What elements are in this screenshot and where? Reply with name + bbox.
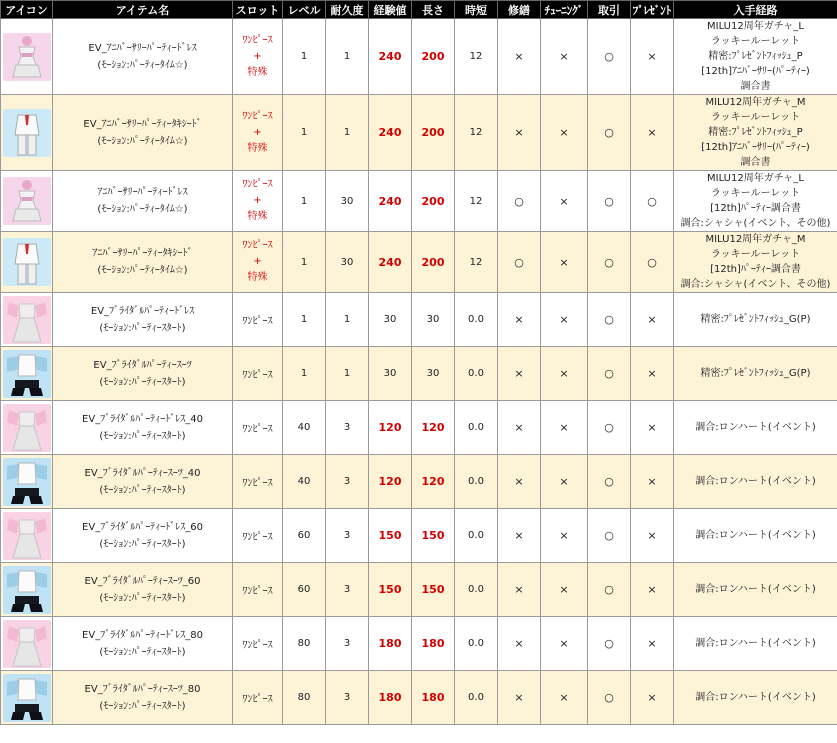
table-row — [1, 671, 837, 725]
bridal-suit-icon — [3, 350, 51, 398]
route-cell — [674, 563, 837, 617]
shorten-cell: 0.0 — [455, 401, 498, 455]
slot-cell — [233, 671, 283, 725]
icon-cell — [1, 95, 53, 171]
table-row — [1, 563, 837, 617]
length-cell — [412, 347, 455, 401]
repair-cell: × — [498, 95, 541, 171]
item-name-cell — [53, 95, 233, 171]
route-line: 調合:シャシャ(イベント、その他) — [680, 279, 831, 290]
icon-cell — [1, 617, 53, 671]
present-cell: × — [631, 293, 674, 347]
icon-cell — [1, 509, 53, 563]
exp-cell — [369, 95, 412, 171]
level-cell: 80 — [283, 617, 326, 671]
exp-value: 240 — [378, 126, 402, 139]
header-repair: 修繕 — [498, 1, 541, 19]
route-cell — [674, 19, 837, 95]
trade-cell: ○ — [588, 401, 631, 455]
table-row — [1, 171, 837, 232]
trade-cell: ○ — [588, 563, 631, 617]
table-row — [1, 347, 837, 401]
route-line: [12th]ｱﾆﾊﾞｰｻﾘｰ(ﾊﾟｰﾃｨｰ) — [701, 142, 810, 153]
route-line: MILU12周年ガチャ_M — [705, 234, 806, 245]
level-cell: 40 — [283, 401, 326, 455]
item-name: EV_ﾌﾞﾗｲﾀﾞﾙﾊﾟｰﾃｨｰｽｰﾂ_60 — [84, 575, 201, 587]
length-cell — [412, 401, 455, 455]
length-cell — [412, 171, 455, 232]
slot-cell — [233, 232, 283, 293]
route-line: 調合:ロンハート(イベント) — [695, 692, 816, 703]
trade-cell: ○ — [588, 19, 631, 95]
trade-cell: ○ — [588, 95, 631, 171]
route-line: ラッキールーレット — [710, 188, 801, 199]
header-row — [1, 1, 837, 19]
icon-cell — [1, 232, 53, 293]
tuning-cell: × — [541, 232, 588, 293]
route-line: 調合:シャシャ(イベント、その他) — [680, 218, 831, 229]
durability-cell: 3 — [326, 671, 369, 725]
level-cell: 1 — [283, 232, 326, 293]
item-name: EV_ﾌﾞﾗｲﾀﾞﾙﾊﾟｰﾃｨｰﾄﾞﾚｽ_40 — [82, 413, 203, 425]
item-name: ｱﾆﾊﾞｰｻﾘｰﾊﾟｰﾃｨｰﾄﾞﾚｽ — [97, 187, 188, 198]
trade-cell: ○ — [588, 232, 631, 293]
level-cell: 1 — [283, 293, 326, 347]
item-motion: (ﾓｰｼｮﾝ:ﾊﾟｰﾃｨｰｽﾀｰﾄ) — [99, 538, 186, 550]
route-line: 精密:ﾌﾟﾚｾﾞﾝﾄﾌｨｯｼｭ_G(P) — [700, 368, 811, 379]
item-name-cell — [53, 455, 233, 509]
item-name-cell — [53, 347, 233, 401]
length-value: 180 — [421, 637, 445, 650]
route-line: 調合:ロンハート(イベント) — [695, 584, 816, 595]
slot-value: ﾜﾝﾋﾟｰｽ — [242, 640, 273, 651]
slot-value: ﾜﾝﾋﾟｰｽ — [242, 532, 273, 543]
present-cell: × — [631, 19, 674, 95]
item-name: EV_ｱﾆﾊﾞｰｻﾘｰﾊﾟｰﾃｨｰﾀｷｼｰﾄﾞ — [83, 118, 202, 130]
exp-value: 120 — [378, 475, 402, 488]
header-tuning: ﾁｭｰﾆﾝｸﾞ — [541, 1, 588, 19]
length-value: 200 — [421, 126, 445, 139]
present-cell: × — [631, 617, 674, 671]
route-cell — [674, 95, 837, 171]
table-row — [1, 401, 837, 455]
route-cell — [674, 347, 837, 401]
durability-cell: 3 — [326, 455, 369, 509]
slot-plus: + — [253, 195, 262, 206]
tuning-cell: × — [541, 401, 588, 455]
trade-cell: ○ — [588, 171, 631, 232]
trade-cell: ○ — [588, 455, 631, 509]
shorten-cell: 0.0 — [455, 293, 498, 347]
route-cell — [674, 171, 837, 232]
route-line: 精密:ﾌﾟﾚｾﾞﾝﾄﾌｨｯｼｭ_P — [708, 127, 803, 138]
slot-value: ﾜﾝﾋﾟｰｽ — [242, 478, 273, 489]
exp-value: 30 — [383, 314, 397, 325]
slot-value: ﾜﾝﾋﾟｰｽ — [242, 694, 273, 705]
length-value: 200 — [421, 194, 445, 208]
item-name-cell — [53, 401, 233, 455]
item-name: EV_ﾌﾞﾗｲﾀﾞﾙﾊﾟｰﾃｨｰﾄﾞﾚｽ_60 — [82, 521, 203, 533]
route-cell — [674, 671, 837, 725]
header-slot: スロット — [233, 1, 283, 19]
exp-cell — [369, 671, 412, 725]
header-length: 長さ — [412, 1, 455, 19]
header-icon: アイコン — [1, 1, 53, 19]
icon-cell — [1, 347, 53, 401]
shorten-cell: 12 — [455, 95, 498, 171]
length-cell — [412, 563, 455, 617]
durability-cell: 30 — [326, 232, 369, 293]
route-line: 調合:ロンハート(イベント) — [695, 530, 816, 541]
tuxedo-white-icon — [3, 109, 51, 157]
level-cell: 60 — [283, 563, 326, 617]
item-name-cell — [53, 617, 233, 671]
slot-cell — [233, 509, 283, 563]
icon-cell — [1, 171, 53, 232]
icon-cell — [1, 19, 53, 95]
present-cell: × — [631, 563, 674, 617]
slot-value: ﾜﾝﾋﾟｰｽ — [242, 240, 273, 251]
durability-cell: 3 — [326, 563, 369, 617]
header-exp: 経験値 — [369, 1, 412, 19]
route-cell — [674, 509, 837, 563]
durability-cell: 1 — [326, 293, 369, 347]
length-cell — [412, 19, 455, 95]
icon-cell — [1, 671, 53, 725]
repair-cell: × — [498, 509, 541, 563]
slot-special: 特殊 — [247, 272, 268, 283]
slot-value: ﾜﾝﾋﾟｰｽ — [242, 370, 273, 381]
tuning-cell: × — [541, 347, 588, 401]
slot-special: 特殊 — [247, 66, 268, 78]
slot-special: 特殊 — [247, 211, 268, 222]
repair-cell: × — [498, 293, 541, 347]
level-cell: 40 — [283, 455, 326, 509]
repair-cell: × — [498, 347, 541, 401]
header-route: 入手経路 — [674, 1, 837, 19]
exp-value: 150 — [378, 583, 402, 596]
header-trade: 取引 — [588, 1, 631, 19]
length-cell — [412, 509, 455, 563]
repair-cell: × — [498, 455, 541, 509]
length-value: 30 — [426, 368, 440, 379]
exp-value: 180 — [378, 637, 402, 650]
item-motion: (ﾓｰｼｮﾝ:ﾊﾟｰﾃｨｰｽﾀｰﾄ) — [99, 700, 186, 712]
length-cell — [412, 232, 455, 293]
route-line: 調合:ロンハート(イベント) — [695, 476, 816, 487]
table-row — [1, 95, 837, 171]
tuning-cell: × — [541, 293, 588, 347]
level-cell: 1 — [283, 171, 326, 232]
repair-cell: ○ — [498, 171, 541, 232]
exp-value: 240 — [378, 255, 402, 269]
durability-cell: 3 — [326, 401, 369, 455]
level-cell: 1 — [283, 95, 326, 171]
item-name-cell — [53, 293, 233, 347]
route-line: 調合書 — [740, 81, 771, 92]
item-name: EV_ｱﾆﾊﾞｰｻﾘｰﾊﾟｰﾃｨｰﾄﾞﾚｽ — [88, 42, 197, 54]
durability-cell: 1 — [326, 347, 369, 401]
header-present: ﾌﾟﾚｾﾞﾝﾄ — [631, 1, 674, 19]
present-cell: × — [631, 455, 674, 509]
slot-cell — [233, 401, 283, 455]
item-name: EV_ﾌﾞﾗｲﾀﾞﾙﾊﾟｰﾃｨｰｽｰﾂ — [93, 359, 192, 371]
exp-cell — [369, 232, 412, 293]
bridal-dress-icon — [3, 512, 51, 560]
table-row — [1, 232, 837, 293]
table-row — [1, 19, 837, 95]
shorten-cell: 0.0 — [455, 347, 498, 401]
shorten-cell: 0.0 — [455, 509, 498, 563]
item-motion: (ﾓｰｼｮﾝ:ﾊﾟｰﾃｨｰｽﾀｰﾄ) — [99, 484, 186, 496]
route-line: 調合書 — [740, 157, 771, 168]
item-name-cell — [53, 671, 233, 725]
bridal-suit-icon — [3, 566, 51, 614]
shorten-cell: 12 — [455, 232, 498, 293]
bridal-dress-icon — [3, 404, 51, 452]
item-name: EV_ﾌﾞﾗｲﾀﾞﾙﾊﾟｰﾃｨｰｽｰﾂ_40 — [84, 467, 201, 479]
slot-cell — [233, 95, 283, 171]
route-line: 精密:ﾌﾟﾚｾﾞﾝﾄﾌｨｯｼｭ_P — [708, 51, 803, 62]
length-value: 180 — [421, 691, 445, 704]
icon-cell — [1, 401, 53, 455]
shorten-cell: 12 — [455, 19, 498, 95]
icon-cell — [1, 455, 53, 509]
item-motion: (ﾓｰｼｮﾝ:ﾊﾟｰﾃｨｰｽﾀｰﾄ) — [99, 322, 186, 334]
level-cell: 1 — [283, 19, 326, 95]
repair-cell: × — [498, 671, 541, 725]
item-motion: (ﾓｰｼｮﾝ:ﾊﾟｰﾃｨｰｽﾀｰﾄ) — [99, 646, 186, 658]
slot-plus: + — [253, 126, 262, 138]
slot-value: ﾜﾝﾋﾟｰｽ — [242, 110, 273, 122]
tuning-cell: × — [541, 617, 588, 671]
exp-value: 240 — [378, 50, 402, 63]
tuning-cell: × — [541, 509, 588, 563]
shorten-cell: 0.0 — [455, 563, 498, 617]
length-value: 150 — [421, 529, 445, 542]
table-row — [1, 509, 837, 563]
trade-cell: ○ — [588, 347, 631, 401]
item-name-cell — [53, 563, 233, 617]
tuning-cell: × — [541, 455, 588, 509]
present-cell: ○ — [631, 232, 674, 293]
shorten-cell: 0.0 — [455, 455, 498, 509]
header-level: レベル — [283, 1, 326, 19]
length-cell — [412, 293, 455, 347]
present-cell: ○ — [631, 171, 674, 232]
level-cell: 60 — [283, 509, 326, 563]
repair-cell: × — [498, 563, 541, 617]
length-cell — [412, 455, 455, 509]
item-motion: (ﾓｰｼｮﾝ:ﾊﾟｰﾃｨｰﾀｲﾑ☆) — [97, 135, 188, 147]
present-cell: × — [631, 95, 674, 171]
bridal-suit-icon — [3, 458, 51, 506]
route-line: ラッキールーレット — [710, 36, 801, 47]
tuning-cell: × — [541, 19, 588, 95]
shorten-cell: 12 — [455, 171, 498, 232]
slot-value: ﾜﾝﾋﾟｰｽ — [242, 316, 273, 327]
item-name: EV_ﾌﾞﾗｲﾀﾞﾙﾊﾟｰﾃｨｰﾄﾞﾚｽ_80 — [82, 629, 203, 641]
exp-value: 30 — [383, 368, 397, 379]
length-cell — [412, 95, 455, 171]
slot-cell — [233, 563, 283, 617]
level-cell: 80 — [283, 671, 326, 725]
tuning-cell: × — [541, 563, 588, 617]
slot-value: ﾜﾝﾋﾟｰｽ — [242, 586, 273, 597]
exp-cell — [369, 347, 412, 401]
length-value: 200 — [421, 255, 445, 269]
route-line: MILU12周年ガチャ_L — [707, 173, 804, 184]
slot-plus: + — [253, 256, 262, 267]
route-line: [12th]ﾊﾟｰﾃｨｰ調合書 — [710, 203, 801, 214]
icon-cell — [1, 293, 53, 347]
route-cell — [674, 293, 837, 347]
length-value: 120 — [421, 421, 445, 434]
exp-value: 150 — [378, 529, 402, 542]
route-line: ラッキールーレット — [710, 112, 801, 123]
header-item-name: アイテム名 — [53, 1, 233, 19]
present-cell: × — [631, 347, 674, 401]
table-row — [1, 617, 837, 671]
slot-plus: + — [253, 50, 262, 62]
tuning-cell: × — [541, 95, 588, 171]
bridal-dress-icon — [3, 620, 51, 668]
durability-cell: 1 — [326, 19, 369, 95]
route-line: [12th]ﾊﾟｰﾃｨｰ調合書 — [710, 264, 801, 275]
route-cell — [674, 232, 837, 293]
exp-cell — [369, 293, 412, 347]
trade-cell: ○ — [588, 617, 631, 671]
route-line: 調合:ロンハート(イベント) — [695, 422, 816, 433]
repair-cell: × — [498, 401, 541, 455]
exp-cell — [369, 19, 412, 95]
route-cell — [674, 617, 837, 671]
exp-value: 240 — [378, 194, 402, 208]
slot-cell — [233, 19, 283, 95]
route-cell — [674, 455, 837, 509]
slot-value: ﾜﾝﾋﾟｰｽ — [242, 424, 273, 435]
item-name-cell — [53, 232, 233, 293]
item-name-cell — [53, 19, 233, 95]
item-motion: (ﾓｰｼｮﾝ:ﾊﾟｰﾃｨｰﾀｲﾑ☆) — [97, 204, 188, 215]
item-motion: (ﾓｰｼｮﾝ:ﾊﾟｰﾃｨｰｽﾀｰﾄ) — [99, 430, 186, 442]
slot-special: 特殊 — [247, 142, 268, 154]
length-value: 120 — [421, 475, 445, 488]
durability-cell: 1 — [326, 95, 369, 171]
slot-value: ﾜﾝﾋﾟｰｽ — [242, 34, 273, 46]
item-name: ｱﾆﾊﾞｰｻﾘｰﾊﾟｰﾃｨｰﾀｷｼｰﾄﾞ — [92, 248, 193, 259]
length-value: 30 — [426, 314, 440, 325]
shorten-cell: 0.0 — [455, 617, 498, 671]
icon-cell — [1, 563, 53, 617]
route-cell — [674, 401, 837, 455]
repair-cell: ○ — [498, 232, 541, 293]
route-line: [12th]ｱﾆﾊﾞｰｻﾘｰ(ﾊﾟｰﾃｨｰ) — [701, 66, 810, 77]
slot-cell — [233, 455, 283, 509]
present-cell: × — [631, 509, 674, 563]
table-row — [1, 293, 837, 347]
level-cell: 1 — [283, 347, 326, 401]
item-motion: (ﾓｰｼｮﾝ:ﾊﾟｰﾃｨｰﾀｲﾑ☆) — [97, 265, 188, 276]
exp-value: 180 — [378, 691, 402, 704]
durability-cell: 3 — [326, 509, 369, 563]
durability-cell: 30 — [326, 171, 369, 232]
route-line: MILU12周年ガチャ_L — [707, 21, 804, 32]
exp-value: 120 — [378, 421, 402, 434]
item-name: EV_ﾌﾞﾗｲﾀﾞﾙﾊﾟｰﾃｨｰｽｰﾂ_80 — [84, 683, 201, 695]
slot-cell — [233, 347, 283, 401]
table-row — [1, 455, 837, 509]
length-value: 200 — [421, 50, 445, 63]
bridal-dress-icon — [3, 296, 51, 344]
exp-cell — [369, 617, 412, 671]
route-line: 調合:ロンハート(イベント) — [695, 638, 816, 649]
exp-cell — [369, 401, 412, 455]
header-durability: 耐久度 — [326, 1, 369, 19]
header-shorten: 時短 — [455, 1, 498, 19]
durability-cell: 3 — [326, 617, 369, 671]
length-cell — [412, 617, 455, 671]
shorten-cell: 0.0 — [455, 671, 498, 725]
trade-cell: ○ — [588, 509, 631, 563]
item-motion: (ﾓｰｼｮﾝ:ﾊﾟｰﾃｨｰｽﾀｰﾄ) — [99, 592, 186, 604]
tuning-cell: × — [541, 671, 588, 725]
route-line: 精密:ﾌﾟﾚｾﾞﾝﾄﾌｨｯｼｭ_G(P) — [700, 314, 811, 325]
slot-cell — [233, 171, 283, 232]
dress-pink-icon — [3, 177, 51, 225]
slot-cell — [233, 293, 283, 347]
slot-cell — [233, 617, 283, 671]
bridal-suit-icon — [3, 674, 51, 722]
length-value: 150 — [421, 583, 445, 596]
tuxedo-white-icon — [3, 238, 51, 286]
repair-cell: × — [498, 617, 541, 671]
present-cell: × — [631, 401, 674, 455]
item-name-cell — [53, 509, 233, 563]
item-name-cell — [53, 171, 233, 232]
route-line: ラッキールーレット — [710, 249, 801, 260]
slot-value: ﾜﾝﾋﾟｰｽ — [242, 179, 273, 190]
item-motion: (ﾓｰｼｮﾝ:ﾊﾟｰﾃｨｰｽﾀｰﾄ) — [99, 376, 186, 388]
dress-pink-icon — [3, 33, 51, 81]
trade-cell: ○ — [588, 293, 631, 347]
trade-cell: ○ — [588, 671, 631, 725]
exp-cell — [369, 563, 412, 617]
repair-cell: × — [498, 19, 541, 95]
route-line: MILU12周年ガチャ_M — [705, 97, 806, 108]
exp-cell — [369, 509, 412, 563]
exp-cell — [369, 171, 412, 232]
item-motion: (ﾓｰｼｮﾝ:ﾊﾟｰﾃｨｰﾀｲﾑ☆) — [97, 59, 188, 71]
length-cell — [412, 671, 455, 725]
tuning-cell: × — [541, 171, 588, 232]
present-cell: × — [631, 671, 674, 725]
exp-cell — [369, 455, 412, 509]
item-name: EV_ﾌﾞﾗｲﾀﾞﾙﾊﾟｰﾃｨｰﾄﾞﾚｽ — [90, 305, 195, 317]
